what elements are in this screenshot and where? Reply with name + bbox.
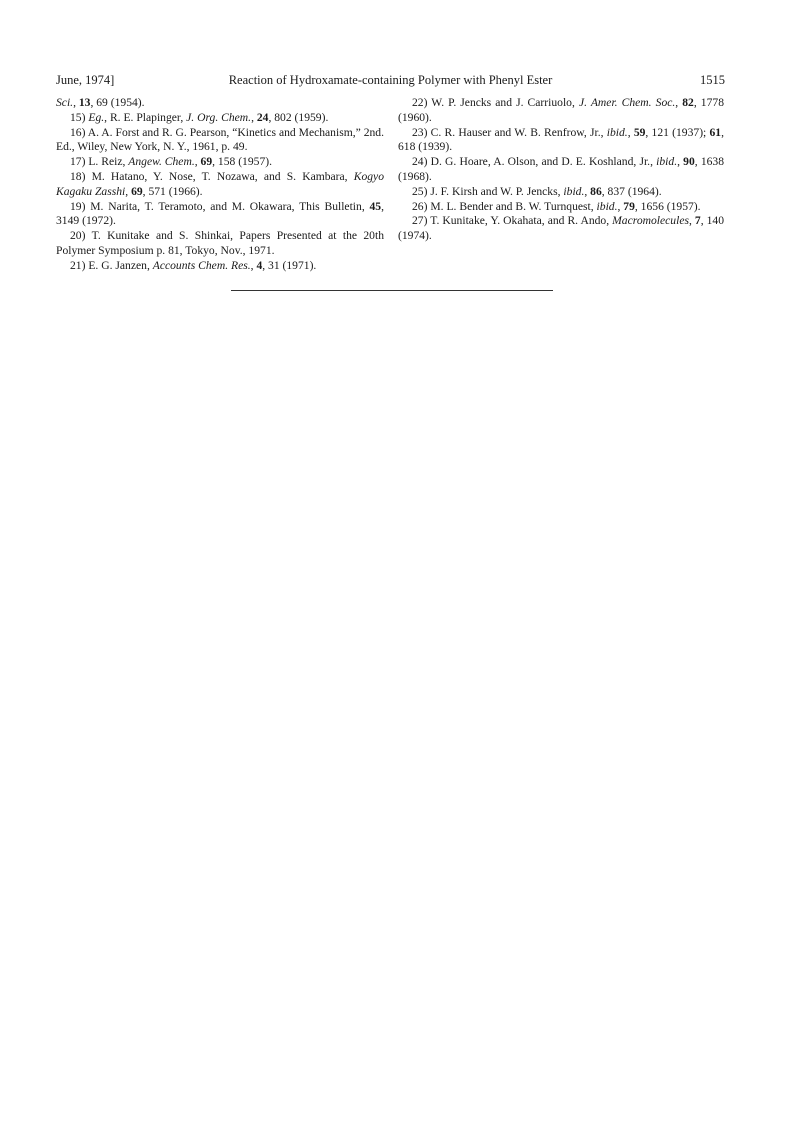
italic-text: Angew. Chem. xyxy=(128,155,195,169)
reference-text: , xyxy=(627,125,634,139)
reference-text: 16) A. A. Forst and R. G. Pearson, “Kinetics and Mechanism,” 2nd. Ed., Wiley, New York, N. Y., 1961, p. 49. xyxy=(56,125,384,154)
reference-text: 21) E. G. Janzen, xyxy=(70,258,153,272)
italic-text: Sci. xyxy=(56,96,74,109)
volume-number: 86 xyxy=(590,184,602,198)
reference-ref-18 xyxy=(56,170,384,200)
reference-text: , xyxy=(125,184,132,198)
reference-text: , 3149 (1972). xyxy=(56,199,384,228)
italic-text: ibid. xyxy=(596,199,618,213)
running-title: Reaction of Hydroxamate-containing Polymer with Phenyl Ester xyxy=(228,73,553,87)
reference-text: , xyxy=(584,184,591,198)
reference-text: , xyxy=(675,96,683,109)
reference-text: 20) T. Kunitake and S. Shinkai, Papers Presented at the 20th Polymer Symposium p. 81, Tokyo, Nov., 1971. xyxy=(56,229,384,257)
volume-number: 90 xyxy=(683,155,695,169)
italic-text: J. Org. Chem. xyxy=(186,110,252,124)
reference-text: , xyxy=(251,110,257,124)
italic-text: J. Amer. Chem. Soc. xyxy=(578,96,676,109)
reference-ref-20 xyxy=(56,229,384,259)
volume-number: 69 xyxy=(131,184,143,198)
reference-text: 26) M. L. Bender and B. W. Turnquest, xyxy=(412,199,597,213)
references-right-column xyxy=(398,96,724,244)
italic-text: Eg. xyxy=(88,110,105,124)
reference-text: 22) W. P. Jencks and J. Carriuolo, xyxy=(412,96,579,109)
reference-text: , xyxy=(194,155,201,169)
reference-text: , 121 (1937); xyxy=(645,125,710,139)
reference-text: 17) L. Reiz, xyxy=(70,155,129,169)
volume-number: 59 xyxy=(633,125,646,139)
reference-ref-14-cont xyxy=(56,96,384,111)
italic-text: ibid. xyxy=(606,125,628,139)
reference-ref-21 xyxy=(56,259,384,274)
reference-text: , 69 (1954). xyxy=(90,96,145,109)
reference-text: , 571 (1966). xyxy=(142,184,203,198)
reference-ref-16 xyxy=(56,126,384,156)
italic-text: Macromolecules xyxy=(612,214,689,228)
reference-text: , 802 (1959). xyxy=(268,110,329,124)
issue-date: June, 1974] xyxy=(56,73,115,87)
volume-number: 7 xyxy=(694,214,701,228)
reference-text: 15) xyxy=(70,110,89,124)
volume-number: 13 xyxy=(78,96,91,109)
reference-text: 25) J. F. Kirsh and W. P. Jencks, xyxy=(412,184,564,198)
reference-text: , 140 (1974). xyxy=(398,214,725,243)
reference-text: , R. E. Plapinger, xyxy=(104,110,187,124)
reference-text: , xyxy=(677,155,684,169)
reference-ref-19 xyxy=(56,200,384,230)
references-left-column xyxy=(56,96,384,274)
page-number: 1515 xyxy=(700,73,725,87)
reference-ref-26 xyxy=(398,200,724,215)
reference-text: 27) T. Kunitake, Y. Okahata, and R. Ando, xyxy=(412,214,613,228)
reference-ref-27 xyxy=(398,214,724,244)
volume-number: 61 xyxy=(709,125,722,139)
volume-number: 79 xyxy=(623,199,635,213)
reference-text: , xyxy=(617,199,624,213)
running-header xyxy=(56,72,725,88)
reference-ref-22 xyxy=(398,96,724,126)
reference-text: 23) C. R. Hauser and W. B. Renfrow, Jr., xyxy=(412,125,607,139)
reference-ref-24 xyxy=(398,155,724,185)
volume-number: 24 xyxy=(256,110,269,124)
reference-ref-23 xyxy=(398,126,724,156)
reference-text: , xyxy=(688,214,695,228)
italic-text: ibid. xyxy=(563,184,585,198)
reference-text: , 158 (1957). xyxy=(212,155,273,169)
reference-text: 19) M. Narita, T. Teramoto, and M. Okawara, This Bulletin, xyxy=(70,199,370,213)
italic-text: ibid. xyxy=(656,155,678,169)
reference-text: , 618 (1939). xyxy=(398,125,724,154)
reference-text: , 1778 (1960). xyxy=(398,96,724,124)
reference-text: , 1638 (1968). xyxy=(398,155,725,183)
reference-ref-15 xyxy=(56,111,384,126)
reference-text: , xyxy=(73,96,79,109)
reference-text: , xyxy=(250,258,257,272)
reference-ref-25 xyxy=(398,185,724,200)
reference-ref-17 xyxy=(56,155,384,170)
italic-text: Kogyo Kagaku Zasshi xyxy=(56,169,384,198)
volume-number: 45 xyxy=(369,199,382,213)
italic-text: Accounts Chem. Res. xyxy=(152,258,251,272)
reference-text: , 1656 (1957). xyxy=(634,199,701,213)
end-of-article-rule xyxy=(231,290,553,291)
reference-text: , 837 (1964). xyxy=(601,184,662,198)
reference-text: 18) M. Hatano, Y. Nose, T. Nozawa, and S. Kambara, xyxy=(70,169,354,183)
volume-number: 82 xyxy=(682,96,694,109)
reference-text: , 31 (1971). xyxy=(262,258,317,272)
volume-number: 4 xyxy=(256,258,263,272)
reference-text: 24) D. G. Hoare, A. Olson, and D. E. Koshland, Jr., xyxy=(412,155,657,169)
volume-number: 69 xyxy=(200,155,213,169)
